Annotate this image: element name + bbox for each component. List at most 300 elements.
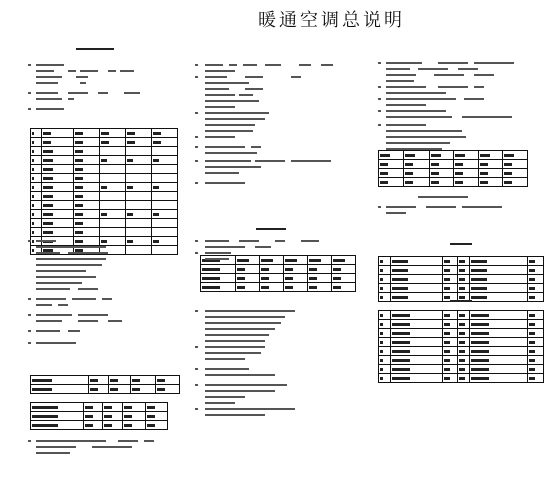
- text-line: [474, 62, 514, 64]
- cell-text-mark: [471, 287, 487, 290]
- table-cell: [443, 365, 457, 374]
- table-cell: [443, 374, 457, 383]
- table-cell: [31, 412, 84, 421]
- cell-text-mark: [110, 379, 118, 382]
- table-row: [379, 329, 544, 338]
- cell-text-mark: [380, 368, 383, 371]
- cell-text-mark: [104, 415, 112, 418]
- table-cell: [74, 192, 100, 201]
- text-line: [386, 136, 466, 138]
- text-line: [36, 452, 70, 454]
- text-line: [205, 334, 269, 336]
- text-line: [205, 374, 275, 376]
- text-line: [68, 98, 74, 100]
- table-cell: [235, 283, 259, 292]
- table-cell: [379, 169, 404, 178]
- text-line: [205, 408, 295, 410]
- text-line: [474, 86, 484, 88]
- legend-heading-mark-1: [450, 243, 472, 245]
- table-cell: [403, 178, 429, 187]
- cell-text-mark: [32, 150, 34, 153]
- cell-text-mark: [261, 259, 273, 262]
- table-cell: [42, 129, 74, 138]
- table-row: [379, 275, 544, 284]
- table-cell: [527, 311, 543, 320]
- table-row: [31, 156, 178, 165]
- text-line: [108, 320, 122, 322]
- table-cell: [503, 160, 528, 169]
- text-line: [205, 384, 287, 386]
- cell-text-mark: [459, 341, 465, 344]
- table-cell: [379, 284, 391, 293]
- table-cell: [126, 138, 152, 147]
- cell-text-mark: [75, 204, 83, 207]
- cell-text-mark: [32, 204, 34, 207]
- cell-text-mark: [529, 314, 535, 317]
- table-row: [379, 169, 528, 178]
- table-cell: [74, 156, 100, 165]
- cell-text-mark: [504, 172, 512, 175]
- cell-text-mark: [32, 159, 34, 162]
- cell-text-mark: [124, 415, 132, 418]
- text-line: [386, 110, 446, 112]
- text-line: [438, 62, 468, 64]
- table-cell: [470, 347, 527, 356]
- table-cell: [126, 219, 152, 228]
- text-line: [68, 252, 108, 254]
- table-cell: [470, 284, 527, 293]
- table-cell: [42, 156, 74, 165]
- table-cell: [443, 257, 457, 266]
- table-cell: [100, 210, 126, 219]
- cell-text-mark: [380, 154, 390, 157]
- cell-text-mark: [32, 240, 34, 243]
- cell-text-mark: [444, 314, 450, 317]
- table-cell: [42, 201, 74, 210]
- cell-text-mark: [43, 195, 53, 198]
- cell-text-mark: [43, 186, 53, 189]
- table-cell: [454, 178, 479, 187]
- table-row: [379, 320, 544, 329]
- table-cell: [74, 237, 100, 246]
- table-cell: [100, 183, 126, 192]
- table-cell: [429, 151, 454, 160]
- text-line: [205, 310, 295, 312]
- text-line: [229, 64, 237, 66]
- cell-text-mark: [405, 163, 413, 166]
- item-number-mark: [28, 108, 31, 110]
- table-cell: [391, 356, 443, 365]
- text-line: [120, 70, 134, 72]
- cell-text-mark: [285, 259, 297, 262]
- text-line: [205, 152, 257, 154]
- cell-text-mark: [285, 268, 293, 271]
- table-row: [379, 257, 544, 266]
- table-row: [379, 284, 544, 293]
- text-line: [386, 104, 426, 106]
- table-cell: [503, 151, 528, 160]
- item-number-mark: [195, 64, 198, 66]
- item-number-mark: [195, 182, 198, 184]
- cell-text-mark: [529, 350, 535, 353]
- text-line: [205, 182, 245, 184]
- legend-table-1: [378, 256, 544, 302]
- cell-text-mark: [32, 222, 34, 225]
- cell-text-mark: [104, 424, 112, 427]
- table-cell: [84, 403, 103, 412]
- table-cell: [527, 284, 543, 293]
- text-line: [434, 74, 464, 76]
- cell-text-mark: [392, 260, 408, 263]
- cell-text-mark: [261, 268, 269, 271]
- cell-text-mark: [459, 269, 465, 272]
- table-row: [379, 311, 544, 320]
- cell-text-mark: [124, 406, 132, 409]
- text-line: [205, 136, 235, 138]
- table-cell: [155, 376, 179, 385]
- cell-text-mark: [529, 260, 535, 263]
- table-cell: [152, 210, 178, 219]
- cell-text-mark: [75, 177, 83, 180]
- table-cell: [307, 256, 331, 265]
- table-cell: [457, 374, 470, 383]
- section-heading-mark: [76, 48, 114, 50]
- table-cell: [283, 283, 307, 292]
- table-cell: [403, 169, 429, 178]
- table-cell: [42, 174, 74, 183]
- cell-text-mark: [392, 323, 410, 326]
- cell-text-mark: [380, 314, 383, 317]
- table-cell: [457, 257, 470, 266]
- cell-text-mark: [132, 379, 140, 382]
- cell-text-mark: [333, 286, 341, 289]
- text-line: [464, 98, 484, 100]
- cell-text-mark: [85, 415, 93, 418]
- cell-text-mark: [471, 260, 487, 263]
- cell-text-mark: [504, 154, 514, 157]
- text-line: [205, 112, 269, 114]
- text-line: [36, 64, 64, 66]
- table-cell: [503, 178, 528, 187]
- cell-text-mark: [480, 163, 488, 166]
- text-line: [386, 62, 422, 64]
- text-line: [205, 258, 229, 260]
- table-cell: [443, 347, 457, 356]
- text-line: [205, 100, 259, 102]
- text-line: [291, 76, 301, 78]
- cell-text-mark: [101, 186, 107, 189]
- table-cell: [527, 374, 543, 383]
- cell-text-mark: [32, 132, 34, 135]
- table-cell: [379, 356, 391, 365]
- text-line: [386, 142, 450, 144]
- table-cell: [31, 147, 42, 156]
- table-cell: [74, 174, 100, 183]
- cell-text-mark: [529, 296, 535, 299]
- text-line: [205, 328, 275, 330]
- cell-text-mark: [75, 186, 83, 189]
- cell-text-mark: [392, 341, 410, 344]
- cell-text-mark: [153, 132, 161, 135]
- table-cell: [470, 320, 527, 329]
- cell-text-mark: [444, 359, 450, 362]
- table-row: [379, 160, 528, 169]
- cell-text-mark: [32, 141, 34, 144]
- table-cell: [403, 160, 429, 169]
- text-line: [205, 106, 235, 108]
- text-line: [36, 440, 106, 442]
- text-line: [251, 146, 261, 148]
- text-line: [205, 166, 261, 168]
- cell-text-mark: [431, 163, 439, 166]
- cell-text-mark: [471, 323, 489, 326]
- text-line: [36, 92, 58, 94]
- cell-text-mark: [43, 204, 53, 207]
- table-cell: [379, 365, 391, 374]
- cell-text-mark: [285, 286, 293, 289]
- table-cell: [100, 192, 126, 201]
- table-row: [31, 147, 178, 156]
- item-number-mark: [195, 384, 198, 386]
- text-line: [426, 206, 456, 208]
- table-cell: [123, 421, 145, 430]
- table-row: [379, 178, 528, 187]
- table-cell: [457, 275, 470, 284]
- table-cell: [391, 293, 443, 302]
- text-line: [68, 70, 76, 72]
- table-cell: [74, 210, 100, 219]
- cell-text-mark: [43, 150, 53, 153]
- table-cell: [457, 311, 470, 320]
- text-line: [301, 240, 319, 242]
- table-cell: [331, 274, 355, 283]
- cell-text-mark: [157, 379, 165, 382]
- table-cell: [126, 210, 152, 219]
- cell-text-mark: [32, 177, 34, 180]
- table-cell: [443, 311, 457, 320]
- cell-text-mark: [529, 332, 535, 335]
- table-cell: [527, 257, 543, 266]
- table-cell: [443, 329, 457, 338]
- cell-text-mark: [32, 388, 52, 391]
- table-cell: [307, 283, 331, 292]
- table-cell: [31, 165, 42, 174]
- cell-text-mark: [459, 359, 465, 362]
- cell-text-mark: [202, 286, 220, 289]
- text-line: [243, 64, 257, 66]
- cell-text-mark: [237, 268, 245, 271]
- cell-text-mark: [309, 277, 317, 280]
- cell-text-mark: [471, 350, 489, 353]
- table-cell: [403, 151, 429, 160]
- item-number-mark: [28, 92, 31, 94]
- text-line: [36, 282, 82, 284]
- table-cell: [283, 256, 307, 265]
- cell-text-mark: [85, 424, 93, 427]
- text-line: [239, 240, 259, 242]
- text-line: [205, 70, 235, 72]
- text-line: [205, 352, 261, 354]
- table-cell: [31, 228, 42, 237]
- item-number-mark: [195, 346, 198, 348]
- table-cell: [379, 151, 404, 160]
- table-cell: [74, 228, 100, 237]
- cell-text-mark: [444, 341, 450, 344]
- table-cell: [478, 169, 503, 178]
- cell-text-mark: [261, 286, 269, 289]
- table-cell: [527, 329, 543, 338]
- cell-text-mark: [380, 341, 383, 344]
- cell-text-mark: [529, 278, 535, 281]
- table-cell: [478, 151, 503, 160]
- cell-text-mark: [153, 159, 159, 162]
- item-number-mark: [28, 330, 31, 332]
- table-cell: [379, 374, 391, 383]
- text-line: [205, 240, 229, 242]
- cell-text-mark: [32, 379, 52, 382]
- item-number-mark: [378, 86, 381, 88]
- legend-table-2: [378, 310, 544, 383]
- cell-text-mark: [459, 278, 465, 281]
- table-cell: [454, 151, 479, 160]
- cell-text-mark: [459, 368, 465, 371]
- table-cell: [42, 192, 74, 201]
- text-line: [205, 358, 245, 360]
- table-cell: [307, 265, 331, 274]
- cell-text-mark: [444, 296, 450, 299]
- text-line: [76, 76, 88, 78]
- cell-text-mark: [444, 278, 450, 281]
- text-line: [386, 98, 456, 100]
- table-cell: [100, 219, 126, 228]
- text-line: [474, 74, 494, 76]
- table-cell: [100, 165, 126, 174]
- cell-text-mark: [392, 359, 410, 362]
- table-cell: [391, 347, 443, 356]
- cell-text-mark: [380, 296, 383, 299]
- table-row: [379, 356, 544, 365]
- cell-text-mark: [43, 132, 51, 135]
- table-cell: [527, 266, 543, 275]
- text-line: [299, 64, 311, 66]
- table-cell: [478, 178, 503, 187]
- cell-text-mark: [75, 132, 83, 135]
- cell-text-mark: [480, 154, 490, 157]
- table-cell: [152, 192, 178, 201]
- table-cell: [42, 219, 74, 228]
- cell-text-mark: [444, 323, 450, 326]
- cell-text-mark: [32, 424, 58, 427]
- cell-text-mark: [459, 296, 465, 299]
- cell-text-mark: [471, 377, 489, 380]
- table-cell: [443, 338, 457, 347]
- text-line: [36, 304, 52, 306]
- text-line: [205, 94, 235, 96]
- table-cell: [379, 320, 391, 329]
- text-line: [68, 92, 88, 94]
- text-line: [36, 264, 102, 266]
- table-cell: [235, 265, 259, 274]
- table-cell: [429, 160, 454, 169]
- item-number-mark: [378, 98, 381, 100]
- text-line: [78, 320, 98, 322]
- cell-text-mark: [480, 172, 488, 175]
- cell-text-mark: [471, 296, 487, 299]
- table-cell: [74, 147, 100, 156]
- item-number-mark: [28, 298, 31, 300]
- table-cell: [259, 274, 283, 283]
- table-cell: [454, 169, 479, 178]
- cell-text-mark: [444, 269, 450, 272]
- cell-text-mark: [392, 314, 410, 317]
- table-cell: [457, 365, 470, 374]
- cell-text-mark: [101, 213, 107, 216]
- item-number-mark: [195, 240, 198, 242]
- text-line: [386, 124, 426, 126]
- table-cell: [527, 293, 543, 302]
- text-line: [205, 322, 281, 324]
- table-cell: [126, 237, 152, 246]
- text-line: [205, 118, 265, 120]
- cell-text-mark: [32, 213, 34, 216]
- cell-text-mark: [75, 213, 83, 216]
- table-cell: [126, 246, 152, 255]
- table-cell: [201, 274, 236, 283]
- text-line: [205, 368, 249, 370]
- cell-text-mark: [90, 379, 98, 382]
- cell-text-mark: [459, 350, 465, 353]
- cell-text-mark: [392, 368, 410, 371]
- table-cell: [283, 274, 307, 283]
- table-cell: [42, 138, 74, 147]
- cell-text-mark: [405, 172, 413, 175]
- table-cell: [391, 329, 443, 338]
- cell-text-mark: [75, 141, 83, 144]
- cell-text-mark: [431, 181, 439, 184]
- table-cell: [379, 293, 391, 302]
- cell-text-mark: [43, 168, 53, 171]
- table-row: [379, 151, 528, 160]
- table-row: [31, 165, 178, 174]
- text-line: [255, 160, 285, 162]
- cell-text-mark: [471, 269, 487, 272]
- cell-text-mark: [459, 323, 465, 326]
- table-cell: [443, 356, 457, 365]
- table-row: [379, 338, 544, 347]
- table-cell: [391, 338, 443, 347]
- page-title: 暖通空调总说明: [258, 10, 405, 31]
- table-cell: [100, 237, 126, 246]
- table-cell: [100, 138, 126, 147]
- table-cell: [100, 201, 126, 210]
- cell-text-mark: [32, 186, 34, 189]
- table-cell: [457, 356, 470, 365]
- cell-text-mark: [32, 406, 58, 409]
- cell-text-mark: [455, 172, 463, 175]
- cell-text-mark: [529, 368, 535, 371]
- table-cell: [259, 283, 283, 292]
- table-cell: [443, 284, 457, 293]
- table-cell: [100, 156, 126, 165]
- item-number-mark: [195, 146, 198, 148]
- cell-text-mark: [75, 150, 83, 153]
- table-cell: [470, 329, 527, 338]
- cell-text-mark: [202, 277, 220, 280]
- table-cell: [391, 311, 443, 320]
- table-cell: [457, 320, 470, 329]
- cell-text-mark: [309, 286, 317, 289]
- table-cell: [84, 421, 103, 430]
